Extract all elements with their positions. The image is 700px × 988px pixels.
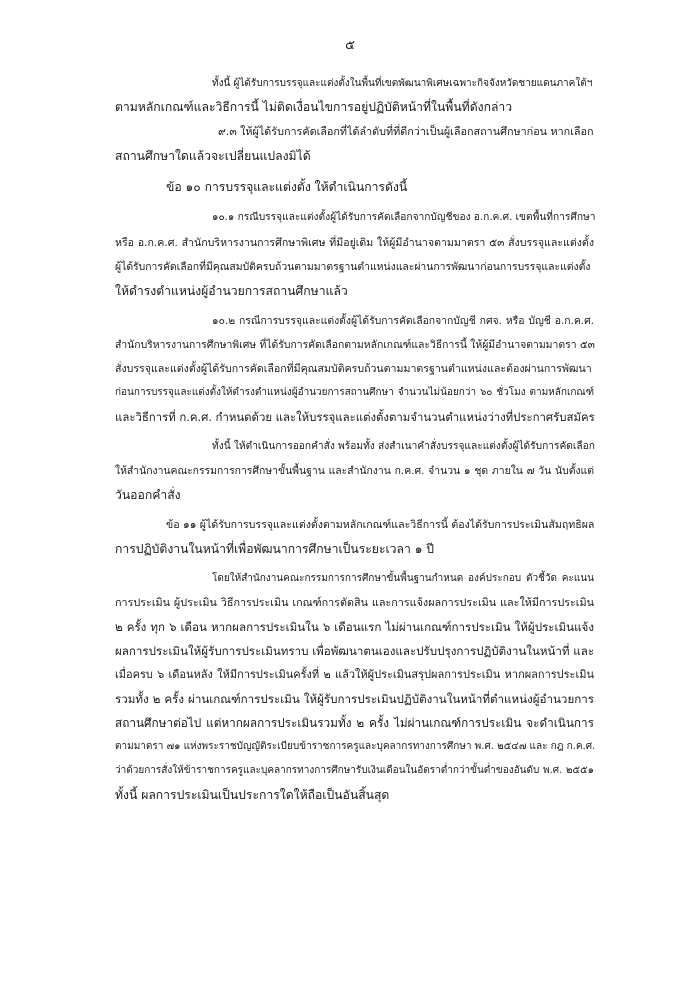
paragraph-line: หรือ อ.ก.ค.ศ. สำนักบริหารงานการศึกษาพิเศษ ที่มีอยู่เดิม ให้ผู้มีอำนาจตามมาตรา ๕๓ สั่งบรรจุและแต่งตั้ง xyxy=(115,237,594,249)
paragraph-line: ตามหลักเกณฑ์และวิธีการนี้ ไม่ติดเงื่อนไขการอยู่ปฏิบัติหน้าที่ในพื้นที่ดังกล่าว xyxy=(115,100,513,114)
paragraph-line: โดยให้สำนักงานคณะกรรมการการศึกษาขั้นพื้นฐานกำหนด องค์ประกอบ ตัวชี้วัด คะแนน xyxy=(212,573,594,584)
paragraph-line: ทั้งนี้ ผลการประเมินเป็นประการใดให้ถือเป็นอันสิ้นสุด xyxy=(115,788,390,802)
paragraph-line: ๑๐.๑ กรณีบรรจุและแต่งตั้งผู้ได้รับการคัดเลือกจากบัญชีของ อ.ก.ค.ศ. เขตพื้นที่การศึกษา xyxy=(212,212,596,223)
paragraph-line: ผู้ได้รับการคัดเลือกที่มีคุณสมบัติครบถ้วนตามมาตรฐานตำแหน่งและผ่านการพัฒนาก่อนการบรรจุและแต่งตั้ง xyxy=(115,261,591,273)
paragraph-line: ทั้งนี้ ให้ดำเนินการออกคำสั่ง พร้อมทั้ง ส่งสำเนาคำสั่งบรรจุและแต่งตั้งผู้ได้รับการคัดเลือก xyxy=(212,441,595,452)
paragraph-line: สั่งบรรจุและแต่งตั้งผู้ได้รับการคัดเลือกที่มีคุณสมบัติครบถ้วนตามมาตรฐานตำแหน่งและต้องผ่านการพัฒนา xyxy=(115,363,592,375)
section-heading: ข้อ ๑๐ การบรรจุและแต่งตั้ง ให้ดำเนินการดังนี้ xyxy=(166,180,408,194)
paragraph-line: ให้ดำรงตำแหน่งผู้อำนวยการสถานศึกษาแล้ว xyxy=(115,284,348,298)
paragraph-line: เมื่อครบ ๖ เดือนหลัง ให้มีการประเมินครั้งที่ ๒ แล้วให้ผู้ประเมินสรุปผลการประเมิน หากผลการประเมิน xyxy=(115,668,594,681)
paragraph-line: ๙.๓ ให้ผู้ได้รับการคัดเลือกที่ได้ลำดับที่ที่ดีกว่าเป็นผู้เลือกสถานศึกษาก่อน หากเลือก xyxy=(218,125,594,138)
paragraph-line: ตามมาตรา ๗๑ แห่งพระราชบัญญัติระเบียบข้าราชการครูและบุคลากรทางการศึกษา พ.ศ. ๒๕๔๗ และ กฎ ก.ค.ศ. xyxy=(115,741,596,752)
paragraph-line: สถานศึกษาใดแล้วจะเปลี่ยนแปลงมิได้ xyxy=(115,149,311,163)
paragraph-line: การปฏิบัติงานในหน้าที่เพื่อพัฒนาการศึกษาเป็นระยะเวลา ๑ ปี xyxy=(115,542,435,556)
paragraph-line: สถานศึกษาต่อไป แต่หากผลการประเมินรวมทั้ง ๒ ครั้ง ไม่ผ่านเกณฑ์การประเมิน จะดำเนินการ xyxy=(115,716,594,730)
paragraph-line: ก่อนการบรรจุและแต่งตั้งให้ดำรงตำแหน่งผู้อำนวยการสถานศึกษา จำนวนไม่น้อยกว่า ๖๐ ชั่วโมง ตามหลักเกณฑ์ xyxy=(115,387,594,398)
paragraph-line: ทั้งนี้ ผู้ได้รับการบรรจุและแต่งตั้งในพื้นที่เขตพัฒนาพิเศษเฉพาะกิจจังหวัดชายแดนภาคใต้ฯ xyxy=(212,78,593,89)
section-heading: ข้อ ๑๑ ผู้ได้รับการบรรจุและแต่งตั้งตามหลักเกณฑ์และวิธีการนี้ ต้องได้รับการประเมินสัมฤทธิผล xyxy=(166,519,595,531)
paragraph-line: ให้สำนักงานคณะกรรมการการศึกษาขั้นพื้นฐาน และสำนักงาน ก.ค.ศ. จำนวน ๑ ชุด ภายใน ๗ วัน นับตั้งแต่ xyxy=(115,465,594,477)
paragraph-line: รวมทั้ง ๒ ครั้ง ผ่านเกณฑ์การประเมิน ให้ผู้รับการประเมินปฏิบัติงานในหน้าที่ตำแหน่งผู้อำนวยการ xyxy=(115,692,594,706)
paragraph-line: ๑๐.๒ กรณีการบรรจุและแต่งตั้งผู้ได้รับการคัดเลือกจากบัญชี กศจ. หรือ บัญชี อ.ก.ค.ศ. xyxy=(212,315,594,327)
page-number: ๕ xyxy=(345,38,355,53)
paragraph-line: และวิธีการที่ ก.ค.ศ. กำหนดด้วย และให้บรรจุและแต่งตั้งตามจำนวนตำแหน่งว่างที่ประกาศรับสมัคร xyxy=(115,410,595,424)
paragraph-line: ผลการประเมินให้ผู้รับการประเมินทราบ เพื่อพัฒนาตนเองและปรับปรุงการปฏิบัติงานในหน้าที่ และ xyxy=(115,644,595,658)
paragraph-line: การประเมิน ผู้ประเมิน วิธีการประเมิน เกณฑ์การตัดสิน และการแจ้งผลการประเมิน และให้มีการประเมิน xyxy=(115,596,594,609)
paragraph-line: ๒ ครั้ง ทุก ๖ เดือน หากผลการประเมินใน ๖ เดือนแรก ไม่ผ่านเกณฑ์การประเมิน ให้ผู้ประเมินแจ้ง xyxy=(115,620,594,634)
paragraph-line: สำนักบริหารงานการศึกษาพิเศษ ที่ได้รับการคัดเลือกตามหลักเกณฑ์และวิธีการนี้ ให้ผู้มีอำนาจตามมาตรา ๕๓ xyxy=(115,339,595,351)
paragraph-line: ว่าด้วยการสั่งให้ข้าราชการครูและบุคลากรทางการศึกษารับเงินเดือนในอัตราต่ำกว่าขั้นต่ำของอันดับ พ.ศ. ๒๕๕๑ xyxy=(115,765,594,776)
paragraph-line: วันออกคำสั่ง xyxy=(115,488,181,502)
